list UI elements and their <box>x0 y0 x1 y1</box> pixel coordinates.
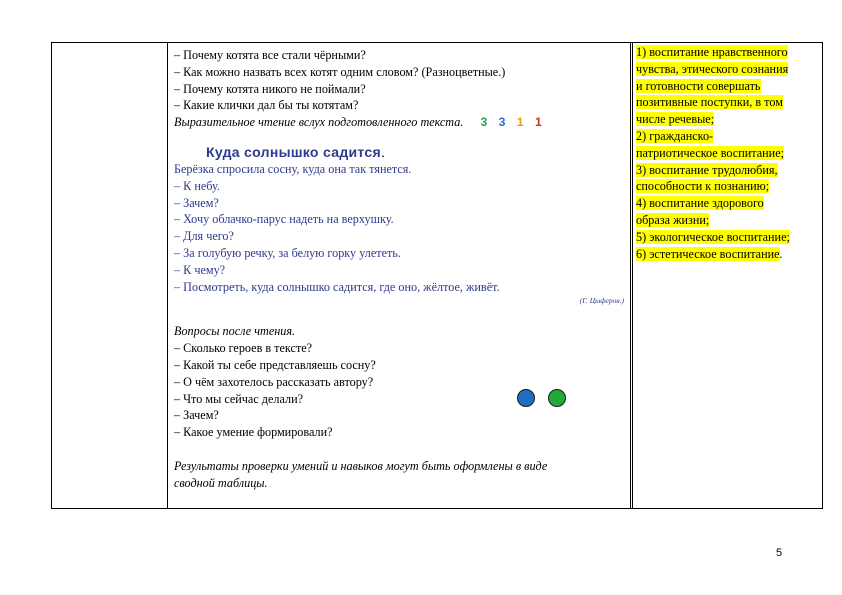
goal-line: 5) экологическое воспитание; <box>636 229 790 244</box>
goal-line: чувства, этического сознания <box>636 61 789 76</box>
rating-number: 3 <box>498 115 506 130</box>
question-line: – Как можно назвать всех котят одним словом? (Разноцветные.) <box>174 64 506 79</box>
goal-line: 3) воспитание трудолюбия, <box>636 162 778 177</box>
poem-line: – Для чего? <box>174 229 234 244</box>
rating-numbers <box>476 115 545 129</box>
lesson-content-cell <box>174 47 626 492</box>
poem-title-period: . <box>380 143 386 160</box>
goal-line: и готовности совершать <box>636 78 761 93</box>
goal-line: патриотическое воспитание; <box>636 145 784 160</box>
poem-line: – Зачем? <box>174 195 219 210</box>
educational-goals-cell <box>636 44 820 262</box>
blue-circle <box>517 389 535 407</box>
column-divider <box>167 43 168 508</box>
poem-title-text: Куда солнышко садится <box>206 143 381 160</box>
question-line: – Почему котята все стали чёрными? <box>174 48 366 62</box>
rating-number: 1 <box>516 115 524 130</box>
poem-line: – Посмотреть, куда солнышко садится, где оно, жёлтое, живёт. <box>174 279 500 294</box>
results-note: Результаты проверки умений и навыков могут быть оформлены в виде <box>174 458 548 473</box>
reading-instruction <box>174 114 626 131</box>
after-reading-question: – Зачем? <box>174 408 219 423</box>
goal-line: позитивные поступки, в том <box>636 95 783 110</box>
goal-line: образа жизни; <box>636 212 710 227</box>
poem-author: (Г. Цыферов.) <box>579 296 624 306</box>
rating-number: 3 <box>480 115 488 130</box>
poem-line: – Хочу облачко-парус надеть на верхушку. <box>174 212 394 227</box>
after-reading-heading: Вопросы после чтения. <box>174 324 296 339</box>
column-divider <box>630 43 631 508</box>
rating-number: 1 <box>534 115 542 130</box>
goal-line: числе речевые; <box>636 112 715 127</box>
poem-title <box>206 143 626 161</box>
after-reading-question: – Какое умение формировали? <box>174 425 333 440</box>
goal-line: 4) воспитание здорового <box>636 196 764 211</box>
goal-line: 2) гражданско- <box>636 128 714 143</box>
question-line: – Почему котята никого не поймали? <box>174 81 366 96</box>
results-note: сводной таблицы. <box>174 475 268 490</box>
poem-line: – К небу. <box>174 178 220 193</box>
poem-line: – За голубую речку, за белую горку улететь. <box>174 245 401 260</box>
goal-line: 6) эстетическое воспитание. <box>636 246 783 261</box>
poem-line: – К чему? <box>174 262 226 277</box>
after-reading-question: – О чём захотелось рассказать автору? <box>174 374 374 389</box>
question-line: – Какие клички дал бы ты котятам? <box>174 98 359 113</box>
reading-instruction-text: Выразительное чтение вслух подготовленного текста. <box>174 115 464 130</box>
poem-line: Берёзка спросила сосну, куда она так тянется. <box>174 161 412 176</box>
lesson-table <box>51 42 823 509</box>
goal-line: 1) воспитание нравственного <box>636 45 788 59</box>
green-circle <box>548 389 566 407</box>
page-number: 5 <box>776 547 783 559</box>
after-reading-question: – Какой ты себе представляешь сосну? <box>174 357 376 372</box>
goal-line: способности к познанию; <box>636 179 770 194</box>
after-reading-question: – Сколько героев в тексте? <box>174 341 313 356</box>
column-divider <box>632 43 633 508</box>
goal-line-period: . <box>779 246 783 261</box>
after-reading-question: – Что мы сейчас делали? <box>174 391 304 406</box>
